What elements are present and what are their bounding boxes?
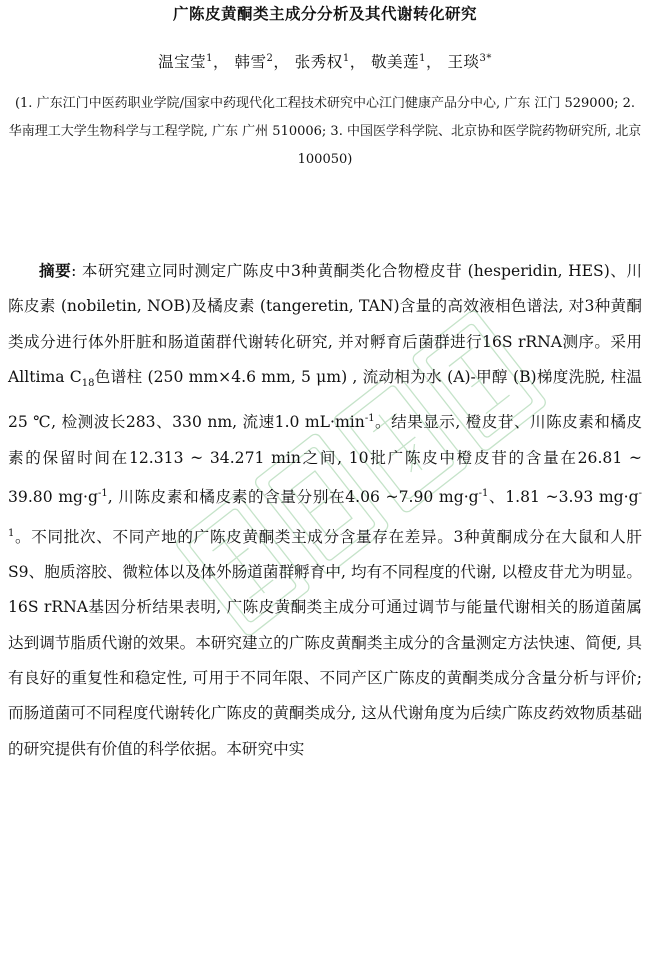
author-separator: ， [273,53,290,71]
abstract-text: 、1.81 ~3.93 mg·g [488,488,639,507]
superscript: -1 [478,488,489,500]
author-affil-mark: 1 [206,52,213,64]
author-name: 敬美莲 [371,53,420,71]
author-name: 张秀权 [294,53,343,71]
author-affil-mark: 1 [342,52,350,64]
abstract-text: 。结果显示, 橙皮苷、川陈皮素和橘皮素的保留时间在12.313 ~ 34.271 min之间, 10批广陈皮中橙皮苷的含量在26.81 ~ 39.80 mg·g [8,413,642,507]
affiliations: (1. 广东江门中医药职业学院/国家中药现代化工程技术研究中心江门健康产品分中心, 广东 江门 529000; 2. 华南理工大学生物科学与工程学院, 广东 广州 510006; 3. 中国医学科学院、北京协和医学院药物研究所, 北京 100050) [8,96,642,167]
paper-title: 广陈皮黄酮类主成分分析及其代谢转化研究 [172,5,477,23]
author-separator: ， [213,53,230,71]
abstract-text: , 川陈皮素和橘皮素的含量分别在4.06 ~7.90 mg·g [107,488,479,507]
author-affil-mark: 1 [419,52,427,64]
abstract-text: : 本研究建立同时测定广陈皮中3种黄酮类化合物橙皮苷 (hesperidin, HES)、川陈皮素 (nobiletin, NOB)及橘皮素 (tangeretin, TAN)含量的高效液相色谱法, 对3种黄酮类成分进行体外肝脏和肠道菌群代谢转化研究, 并对孵育后菌群进行16S rRNA测序。采用Alltima C [8,262,642,386]
abstract-text: 色谱柱 (250 mm×4.6 mm, 5 μm) , 流动相为水 (A)-甲醇 (B)梯度洗脱, 柱温25 ℃, 检测波长283、330 nm, 流速1.0 mL·min [8,367,642,432]
abstract-label: 摘要 [39,262,72,280]
author-name: 温宝莹 [158,53,207,71]
author-affil-mark: 2 [266,52,274,64]
superscript: -1 [97,488,108,500]
author-name: 韩雪 [234,53,267,71]
author-name: 王琰 [447,53,480,71]
author-affil-mark: 3* [479,52,492,64]
superscript: -1 [8,488,642,539]
author-list [0,50,650,72]
superscript: -1 [364,413,375,425]
abstract-text: 。不同批次、不同产地的广陈皮黄酮类主成分含量存在差异。3种黄酮成分在大鼠和人肝S9、胞质溶胶、微粒体以及体外肠道菌群孵育中, 均有不同程度的代谢, 以橙皮苷尤为明显。16S rRNA基因分析结果表明, 广陈皮黄酮类主成分可通过调节与能量代谢相关的肠道菌属达到调节脂质代谢的效果。本研究建立的广陈皮黄酮类主成分的含量测定方法快速、简便, 具有良好的重复性和稳定性, 可用于不同年限、不同产区广陈皮的黄酮类成分含量分析与评价; 而肠道菌可不同程度代谢转化广陈皮的黄酮类成分, 这从代谢角度为后续广陈皮药效物质基础的研究提供有价值的科学依据。本研究中实 [8,527,642,758]
abstract [8,254,642,767]
subscript: 18 [81,378,95,389]
author-separator: ， [349,53,366,71]
author-separator: ， [426,53,443,71]
